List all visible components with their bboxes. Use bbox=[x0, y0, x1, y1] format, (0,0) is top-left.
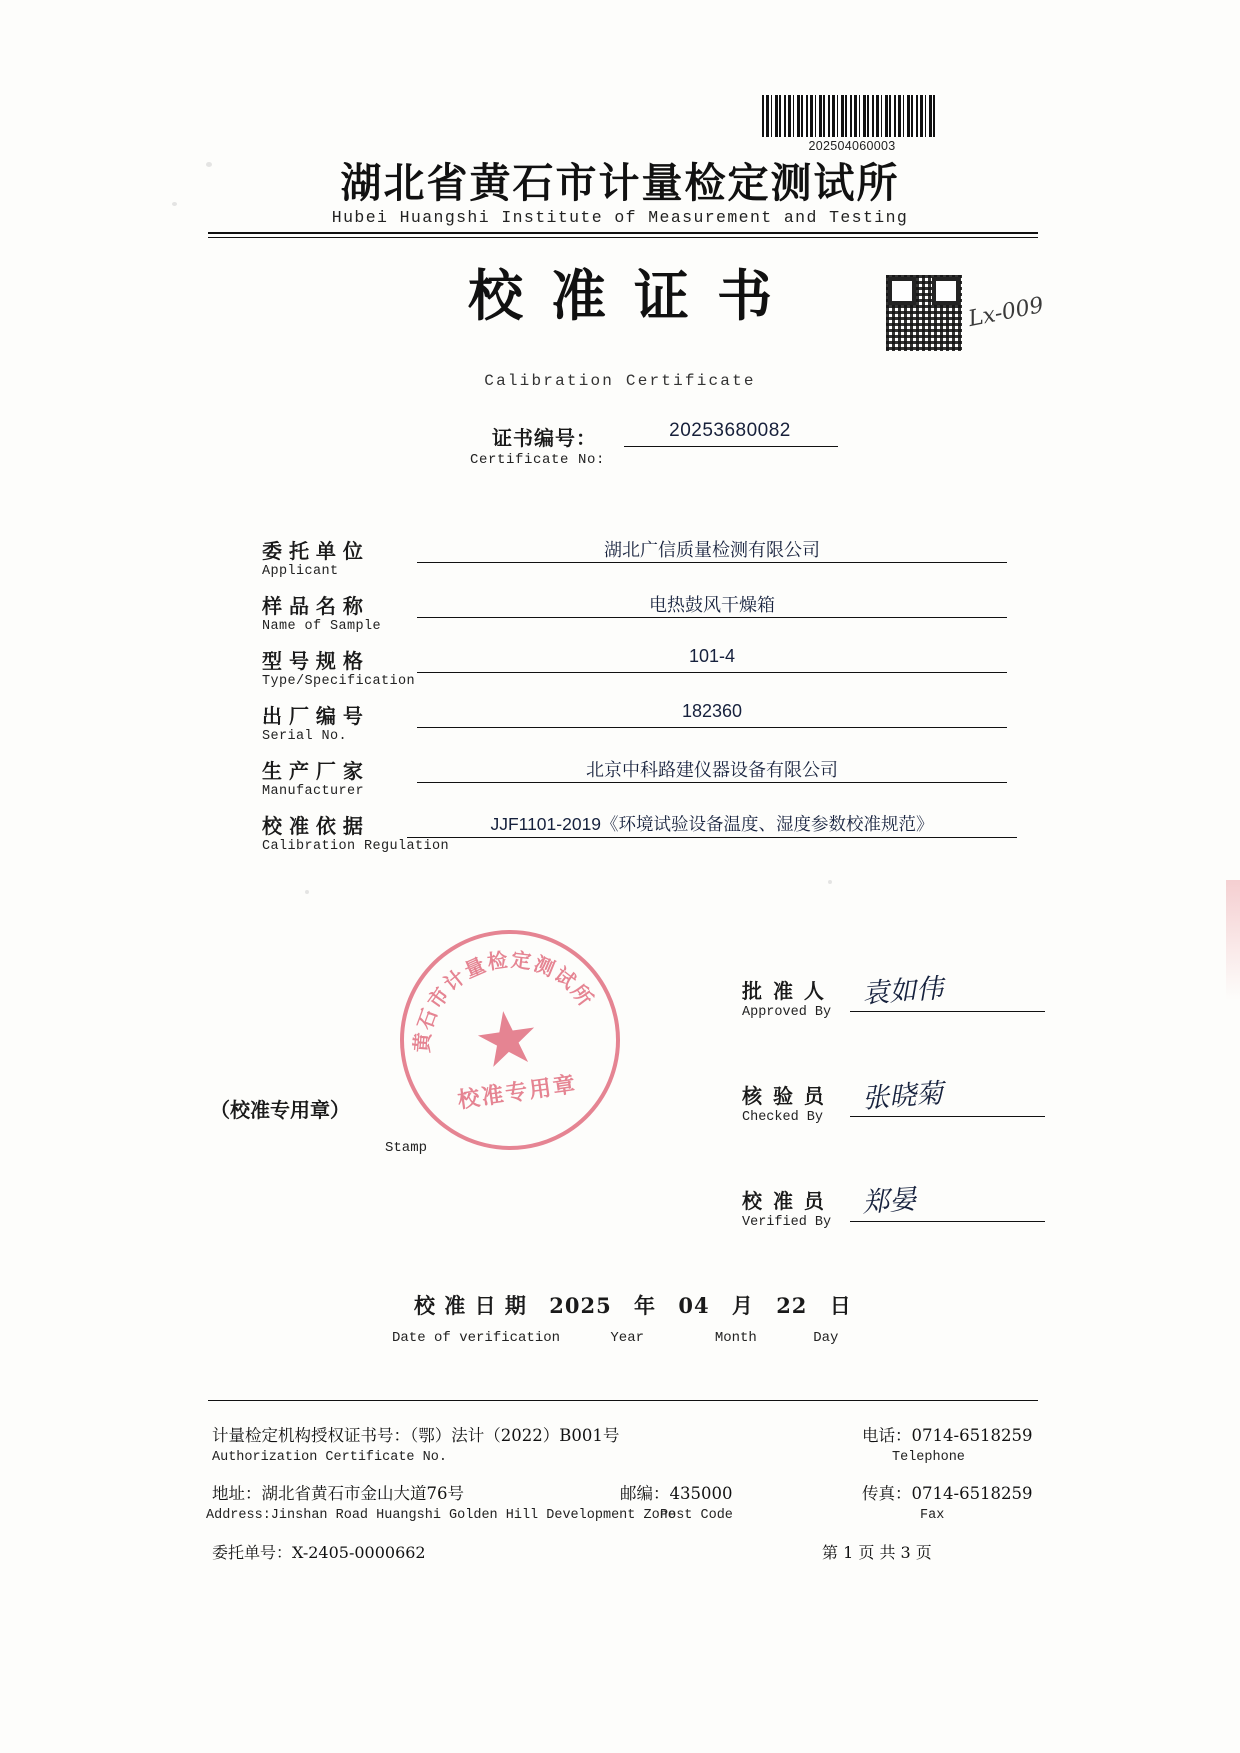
signature-handwriting: 袁如伟 bbox=[861, 973, 945, 1010]
date-year: 2025 bbox=[549, 1293, 612, 1318]
field-sample-name bbox=[262, 590, 1002, 644]
certificate-no-underline bbox=[624, 446, 838, 447]
date-day-en: Day bbox=[813, 1330, 839, 1346]
organization-name-cn: 湖北省黄石市计量检定测试所 bbox=[340, 159, 900, 207]
field-label-cn: 委 托 单 位 bbox=[262, 539, 363, 563]
footer-tel-en: Telephone bbox=[892, 1450, 965, 1465]
field-underline bbox=[407, 837, 1017, 838]
field-serial-no bbox=[262, 700, 1002, 754]
scan-edge-mark bbox=[1226, 880, 1240, 1000]
field-label-en: Calibration Regulation bbox=[262, 839, 450, 854]
scan-speck bbox=[206, 162, 212, 167]
qr-code-icon[interactable] bbox=[886, 275, 962, 351]
field-manufacturer bbox=[262, 755, 1002, 809]
calibration-date-row bbox=[414, 1290, 866, 1320]
footer-fax-en: Fax bbox=[920, 1508, 945, 1523]
signature-underline bbox=[850, 1011, 1045, 1012]
footer-page-info: 第 1 页 共 3 页 bbox=[822, 1543, 932, 1562]
footer-auth-en: Authorization Certificate No. bbox=[212, 1450, 447, 1465]
signature-verified-by bbox=[742, 1185, 1042, 1243]
footer-fax-cn: 传真：0714-6518259 bbox=[862, 1484, 1033, 1503]
field-value: 湖北广信质量检测有限公司 bbox=[604, 540, 820, 560]
scan-speck bbox=[172, 202, 177, 206]
signature-label-cn: 批 准 人 bbox=[742, 979, 826, 1003]
certificate-no-label: 证书编号： bbox=[492, 426, 597, 450]
stamp-label-en: Stamp bbox=[385, 1140, 428, 1156]
signature-label-cn: 核 验 员 bbox=[742, 1084, 826, 1108]
footer-postcode-en: Post Code bbox=[660, 1508, 733, 1523]
organization-name-en: Hubei Huangshi Institute of Measurement and Testing bbox=[331, 208, 909, 227]
signature-label-en: Checked By bbox=[742, 1110, 824, 1125]
field-value: 电热鼓风干燥箱 bbox=[649, 595, 775, 615]
date-month: 04 bbox=[678, 1293, 710, 1318]
field-label-en: Serial No. bbox=[262, 729, 348, 744]
date-month-en: Month bbox=[714, 1330, 757, 1346]
field-underline bbox=[417, 562, 1007, 563]
date-year-unit: 年 bbox=[634, 1293, 657, 1318]
stamp-bottom-text: 校准专用章 bbox=[456, 1071, 579, 1114]
signature-handwriting: 张晓菊 bbox=[861, 1078, 945, 1115]
date-day-unit: 日 bbox=[829, 1293, 852, 1318]
signature-checked-by bbox=[742, 1080, 1042, 1138]
date-day: 22 bbox=[776, 1293, 808, 1318]
date-label-en: Date of verification bbox=[392, 1330, 561, 1346]
footer-postcode-cn: 邮编：435000 bbox=[620, 1484, 733, 1503]
footer-divider bbox=[208, 1400, 1038, 1401]
field-value: 北京中科路建仪器设备有限公司 bbox=[586, 760, 838, 780]
field-label-cn: 生 产 厂 家 bbox=[262, 759, 363, 783]
field-underline bbox=[417, 782, 1007, 783]
stamp-label-cn: （校准专用章） bbox=[210, 1098, 350, 1122]
date-month-unit: 月 bbox=[731, 1293, 754, 1318]
calibration-date-row-en bbox=[392, 1330, 838, 1346]
signature-label-en: Verified By bbox=[742, 1215, 832, 1230]
calibration-stamp-icon: 黄石市计量检定测试所 ★ 校准专用章 bbox=[386, 916, 634, 1164]
qr-handwritten-note: Lx-009 bbox=[966, 292, 1046, 333]
field-label-en: Name of Sample bbox=[262, 619, 382, 634]
scan-speck bbox=[828, 880, 832, 884]
field-type-specification bbox=[262, 645, 1002, 699]
field-label-cn: 校 准 依 据 bbox=[262, 814, 363, 838]
signature-underline bbox=[850, 1116, 1045, 1117]
field-underline bbox=[417, 617, 1007, 618]
barcode-block bbox=[762, 95, 942, 153]
certificate-no-label-en: Certificate No: bbox=[470, 452, 606, 468]
svg-text:黄石市计量检定测试所: 黄石市计量检定测试所 bbox=[409, 947, 599, 1054]
page-title: 校准证书 bbox=[467, 263, 800, 328]
barcode-number: 202504060003 bbox=[808, 139, 896, 153]
field-label-cn: 型 号 规 格 bbox=[262, 649, 363, 673]
date-label-cn: 校 准 日 期 bbox=[414, 1293, 527, 1318]
certificate-no-value: 20253680082 bbox=[669, 420, 791, 441]
signature-handwriting: 郑晏 bbox=[861, 1184, 918, 1219]
footer-order-no: 委托单号：X-2405-0000662 bbox=[212, 1543, 426, 1562]
footer-auth-cn: 计量检定机构授权证书号：（鄂）法计（2022）B001号 bbox=[212, 1426, 620, 1445]
field-label-en: Manufacturer bbox=[262, 784, 365, 799]
signature-underline bbox=[850, 1221, 1045, 1222]
field-applicant bbox=[262, 535, 1002, 589]
field-underline bbox=[417, 727, 1007, 728]
signature-approved-by bbox=[742, 975, 1042, 1033]
footer-address-cn: 地址：湖北省黄石市金山大道76号 bbox=[212, 1484, 464, 1503]
date-year-en: Year bbox=[610, 1330, 645, 1346]
footer-tel-cn: 电话：0714-6518259 bbox=[862, 1426, 1033, 1445]
field-value: 101-4 bbox=[688, 646, 736, 666]
field-underline bbox=[417, 672, 1007, 673]
field-label-en: Type/Specification bbox=[262, 674, 416, 689]
field-value: JJF1101-2019《环境试验设备温度、湿度参数校准规范》 bbox=[490, 814, 934, 834]
signature-label-cn: 校 准 员 bbox=[742, 1189, 826, 1213]
page-title-en: Calibration Certificate bbox=[484, 372, 756, 390]
field-label-cn: 样 品 名 称 bbox=[262, 594, 363, 618]
header-divider bbox=[208, 232, 1038, 238]
scan-speck bbox=[305, 890, 309, 894]
footer-address-en: Address:Jinshan Road Huangshi Golden Hill Development Zone bbox=[206, 1508, 676, 1523]
field-calibration-regulation bbox=[262, 810, 1002, 864]
field-label-cn: 出 厂 编 号 bbox=[262, 704, 363, 728]
field-label-en: Applicant bbox=[262, 564, 339, 579]
signature-label-en: Approved By bbox=[742, 1005, 832, 1020]
barcode-icon bbox=[762, 95, 938, 137]
field-value: 182360 bbox=[681, 701, 743, 721]
